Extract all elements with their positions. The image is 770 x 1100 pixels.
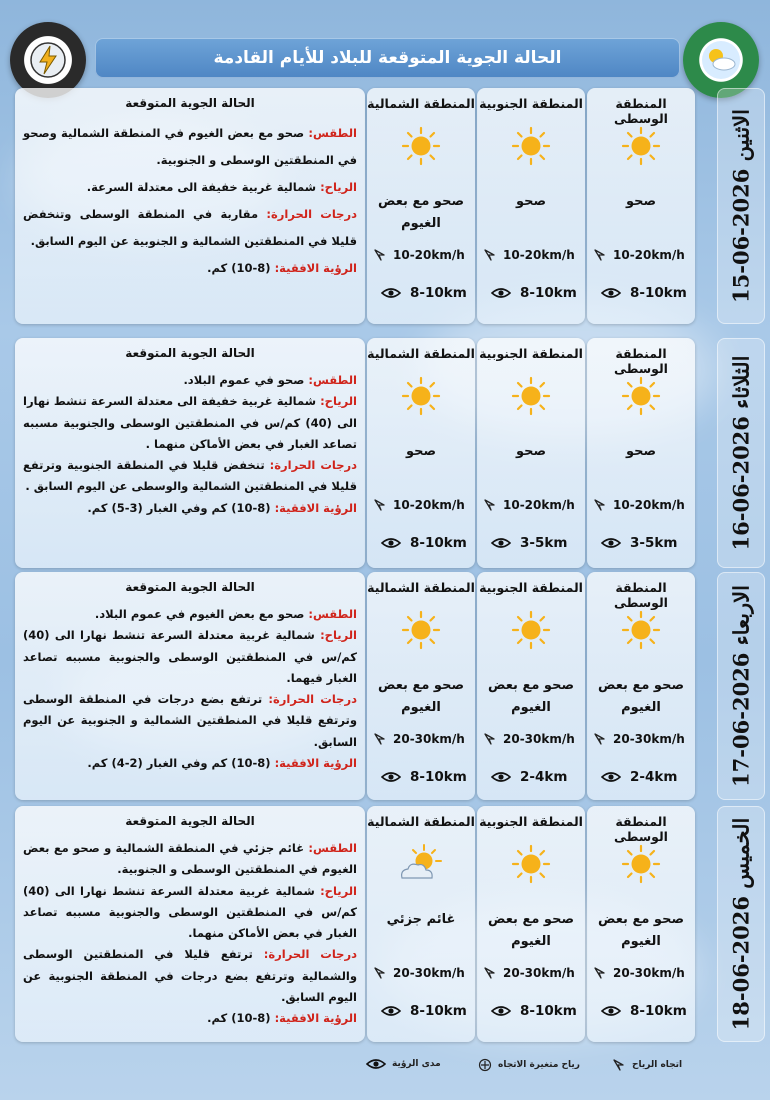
wind-speed (593, 732, 693, 746)
wind-speed (373, 498, 473, 512)
region-card (477, 572, 585, 800)
forecast-description (15, 338, 365, 568)
region-name: المنطقة الشمالية (367, 580, 475, 595)
eye-icon (491, 1005, 511, 1017)
eye-icon (491, 537, 511, 549)
description-text: (8-10) كم وفي الغبار (2-4) كم. (87, 755, 275, 770)
description-text: شمالية غربية معتدلة السرعة تنشط نهارا الى (40) كم/س في المنطقتين الوسطى والجنوبية مسببه تصاعد الغبار فيهما. (23, 628, 357, 685)
wind-direction-icon (373, 248, 387, 262)
description-paragraph (23, 255, 357, 282)
legend (0, 1058, 770, 1084)
description-label: الرياح: (320, 883, 357, 898)
description-text: شمالية غربية خفيفة الى معتدلة السرعة تنشط نهارا الى (40) كم/س في المنطقتين الوسطى والجنوبية مسببه تصاعد الغبار في بعض الأماكن منهما . (23, 394, 357, 451)
description-paragraph (23, 838, 357, 881)
description-text: (8-10) كم وفي الغبار (3-5) كم. (87, 500, 275, 515)
wind-speed (483, 498, 583, 512)
wind-direction-icon (593, 248, 607, 262)
description-label: الرؤية الافقية: (274, 1011, 357, 1026)
visibility-value: 8-10km (520, 285, 577, 301)
description-text: (8-10) كم. (207, 261, 275, 276)
wind-speed-value: 10-20km/h (393, 248, 465, 262)
description-label: الرياح: (320, 394, 357, 409)
description-paragraph (23, 174, 357, 201)
description-label: درجات الحرارة: (268, 692, 357, 707)
description-title: الحالة الجوية المتوقعة (125, 814, 255, 828)
eye-icon (381, 287, 401, 299)
sun-icon (399, 376, 443, 416)
day-date: الاربعاء 2026-06-17 (728, 585, 754, 787)
description-text: تنخفض قليلا في المنطقة الجنوبية وترتفع قليلا في المنطقتين الشمالية والوسطى عن اليوم السابق . (23, 458, 357, 494)
day-block (15, 338, 755, 568)
day-date-bar (717, 88, 765, 324)
wind-direction-icon (373, 732, 387, 746)
visibility-value: 3-5km (630, 535, 678, 551)
weather-condition: غائم جزئي (386, 912, 456, 927)
wind-direction-icon (483, 248, 497, 262)
legend-variable-wind-label: رياح متغيرة الاتجاه (498, 1060, 580, 1070)
visibility-value: 8-10km (410, 535, 467, 551)
visibility (491, 769, 583, 785)
weather-condition: صحو (625, 194, 657, 209)
region-card (587, 806, 695, 1042)
description-paragraph (23, 201, 357, 255)
day-date: الخميس 2026-06-18 (728, 817, 754, 1031)
region-card (477, 338, 585, 568)
region-name: المنطقة الوسطى (614, 580, 668, 610)
wind-direction-icon (593, 498, 607, 512)
eye-icon (601, 537, 621, 549)
region-card (367, 88, 475, 324)
wind-speed (483, 966, 583, 980)
eye-icon (601, 1005, 621, 1017)
description-text: شمالية غربية معتدلة السرعة تنشط نهارا الى (40) كم/س في المنطقتين الوسطى والجنوبية مسببه تصاعد الغبار في بعض الأماكن منهما. (23, 883, 357, 941)
weather-condition: صحو (405, 444, 437, 459)
forecast-description (15, 572, 365, 800)
description-label: الرؤية الافقية: (274, 500, 357, 515)
sun-icon (509, 126, 553, 166)
wind-direction-icon (373, 966, 387, 980)
wind-speed (593, 248, 693, 262)
description-body (23, 370, 357, 519)
region-name: المنطقة الوسطى (614, 96, 668, 126)
page-title: الحالة الجوية المتوقعة للبلاد للأيام القادمة (95, 38, 680, 78)
forecast-description (15, 806, 365, 1042)
description-label: الطقس: (308, 607, 357, 621)
visibility (381, 1003, 473, 1019)
visibility (381, 769, 473, 785)
wind-speed (373, 966, 473, 980)
wind-direction-icon (593, 732, 607, 746)
visibility-value: 8-10km (410, 769, 467, 785)
eye-icon (491, 287, 511, 299)
eye-icon (601, 287, 621, 299)
weather-condition: صحو مع بعض الغيوم (487, 678, 575, 715)
description-body (23, 838, 357, 1029)
description-label: درجات الحرارة: (269, 458, 358, 473)
region-name: المنطقة الجنوبية (479, 814, 583, 829)
wind-speed-value: 20-30km/h (613, 966, 685, 980)
legend-visibility (366, 1058, 441, 1070)
wind-speed-value: 10-20km/h (503, 498, 575, 512)
wind-direction-icon (483, 732, 497, 746)
sun-icon (399, 610, 443, 650)
description-paragraph (23, 1008, 357, 1029)
description-text: (8-10) كم. (207, 1011, 275, 1026)
wind-direction-icon (373, 498, 387, 512)
wind-direction-icon (593, 966, 607, 980)
description-label: الطقس: (308, 126, 357, 140)
legend-visibility-label: مدى الرؤية (392, 1059, 441, 1069)
region-card (477, 88, 585, 324)
description-text: غائم جزئي في المنطقة الشمالية و صحو مع بعض الغيوم في المنطقتين الوسطى و الجنوبية. (23, 841, 357, 877)
region-card (587, 88, 695, 324)
variable-wind-icon (478, 1058, 492, 1072)
lightning-icon (28, 40, 68, 80)
visibility-value: 8-10km (520, 1003, 577, 1019)
day-block (15, 88, 755, 324)
wind-speed (373, 732, 473, 746)
wind-direction-icon (483, 498, 497, 512)
sun-icon (619, 376, 663, 416)
description-paragraph (23, 881, 357, 945)
description-paragraph (23, 944, 357, 1008)
description-paragraph (23, 498, 357, 519)
description-title: الحالة الجوية المتوقعة (125, 96, 255, 110)
visibility-value: 8-10km (410, 1003, 467, 1019)
description-text: صحو مع بعض الغيوم في عموم البلاد. (94, 607, 309, 621)
region-card (367, 806, 475, 1042)
description-label: الرياح: (320, 628, 357, 643)
sun-icon (399, 126, 443, 166)
day-date-bar (717, 572, 765, 800)
weather-condition: صحو (625, 444, 657, 459)
wind-speed (593, 498, 693, 512)
visibility (381, 285, 473, 301)
eye-icon (601, 771, 621, 783)
region-name: المنطقة الجنوبية (479, 96, 583, 111)
sun-icon (619, 126, 663, 166)
region-name: المنطقة الجنوبية (479, 580, 583, 595)
wind-speed-value: 20-30km/h (393, 732, 465, 746)
weather-condition: صحو مع بعض الغيوم (597, 912, 685, 949)
description-body (23, 604, 357, 774)
visibility (491, 285, 583, 301)
region-name: المنطقة الجنوبية (479, 346, 583, 361)
eye-icon (491, 771, 511, 783)
eye-icon (381, 537, 401, 549)
description-paragraph (23, 391, 357, 455)
description-paragraph (23, 455, 357, 498)
wind-speed-value: 10-20km/h (613, 248, 685, 262)
wind-speed-value: 10-20km/h (613, 498, 685, 512)
description-title: الحالة الجوية المتوقعة (125, 580, 255, 594)
description-label: الطقس: (308, 841, 357, 855)
weather-condition: صحو مع بعض الغيوم (377, 678, 465, 715)
region-card (367, 338, 475, 568)
region-name: المنطقة الشمالية (367, 96, 475, 111)
wind-speed-value: 10-20km/h (503, 248, 575, 262)
visibility-value: 2-4km (630, 769, 678, 785)
wind-speed-value: 20-30km/h (503, 966, 575, 980)
region-name: المنطقة الشمالية (367, 346, 475, 361)
description-paragraph (23, 120, 357, 174)
description-text: شمالية غربية خفيفة الى معتدلة السرعة. (86, 180, 321, 195)
sun-icon (509, 844, 553, 884)
description-body (23, 120, 357, 282)
description-label: الرؤية الافقية: (274, 261, 357, 276)
visibility-value: 2-4km (520, 769, 568, 785)
region-name: المنطقة الوسطى (614, 346, 668, 376)
ministry-logo (683, 22, 759, 98)
visibility-value: 3-5km (520, 535, 568, 551)
visibility (601, 535, 693, 551)
description-text: صحو في عموم البلاد. (183, 373, 309, 387)
region-name: المنطقة الشمالية (367, 814, 475, 829)
wind-speed (593, 966, 693, 980)
weather-condition: صحو (515, 444, 547, 459)
day-date: الاثنين 2026-06-15 (728, 109, 754, 303)
meteorological-org-logo (10, 22, 86, 98)
day-date-bar (717, 806, 765, 1042)
description-text: ترتفع قليلا في المنطقتين الوسطى والشمالية وترتفع بضع درجات في المنطقة الجنوبية عن اليوم السابق. (23, 947, 357, 1004)
visibility-value: 8-10km (410, 285, 467, 301)
eye-icon (381, 771, 401, 783)
wind-speed (483, 732, 583, 746)
description-paragraph (23, 370, 357, 391)
wind-speed (483, 248, 583, 262)
description-label: الرياح: (320, 180, 357, 195)
sun-icon (509, 376, 553, 416)
sun-icon (509, 610, 553, 650)
description-text: ترتفع بضع درجات في المنطقة الوسطى وترتفع قليلا في المنطقتين الشمالية و الجنوبية عن اليوم السابق. (23, 692, 357, 749)
sun-icon (619, 610, 663, 650)
description-text: مقاربة في المنطقة الوسطى وتنخفض قليلا في المنطقتين الشمالية و الجنوبية عن اليوم السابق. (23, 207, 357, 249)
eye-icon (366, 1058, 386, 1070)
wind-speed-value: 20-30km/h (613, 732, 685, 746)
wind-speed (373, 248, 473, 262)
visibility (601, 1003, 693, 1019)
description-paragraph (23, 753, 357, 774)
day-date: الثلاثاء 2026-06-16 (728, 355, 754, 551)
region-name: المنطقة الوسطى (614, 814, 668, 844)
legend-wind-direction-label: اتجاه الرياح (632, 1060, 683, 1070)
visibility (601, 285, 693, 301)
wind-direction-icon (483, 966, 497, 980)
wind-direction-icon (612, 1058, 626, 1072)
region-card (587, 572, 695, 800)
forecast-description (15, 88, 365, 324)
visibility (381, 535, 473, 551)
day-date-bar (717, 338, 765, 568)
visibility (601, 769, 693, 785)
weather-condition: صحو مع بعض الغيوم (377, 194, 465, 231)
region-card (477, 806, 585, 1042)
legend-variable-wind (478, 1058, 580, 1072)
description-paragraph (23, 689, 357, 753)
region-card (587, 338, 695, 568)
description-label: درجات الحرارة: (266, 207, 357, 222)
weather-condition: صحو مع بعض الغيوم (487, 912, 575, 949)
eye-icon (381, 1005, 401, 1017)
weather-condition: صحو (515, 194, 547, 209)
wind-speed-value: 10-20km/h (393, 498, 465, 512)
weather-condition: صحو مع بعض الغيوم (597, 678, 685, 715)
description-label: الطقس: (308, 373, 357, 387)
description-paragraph (23, 604, 357, 625)
description-paragraph (23, 625, 357, 689)
visibility-value: 8-10km (630, 285, 687, 301)
wind-speed-value: 20-30km/h (393, 966, 465, 980)
description-label: درجات الحرارة: (263, 947, 357, 962)
visibility-value: 8-10km (630, 1003, 687, 1019)
wind-speed-value: 20-30km/h (503, 732, 575, 746)
description-label: الرؤية الافقية: (274, 755, 357, 770)
day-block (15, 572, 755, 800)
description-title: الحالة الجوية المتوقعة (125, 346, 255, 360)
description-text: صحو مع بعض الغيوم في المنطقة الشمالية وصحو في المنطقتين الوسطى و الجنوبية. (23, 126, 357, 168)
visibility (491, 535, 583, 551)
sun-cloud-emblem-icon (699, 38, 743, 82)
legend-wind-direction (612, 1058, 682, 1072)
region-card (367, 572, 475, 800)
sun-cloud-icon (393, 844, 447, 884)
visibility (491, 1003, 583, 1019)
day-block (15, 806, 755, 1042)
sun-icon (619, 844, 663, 884)
